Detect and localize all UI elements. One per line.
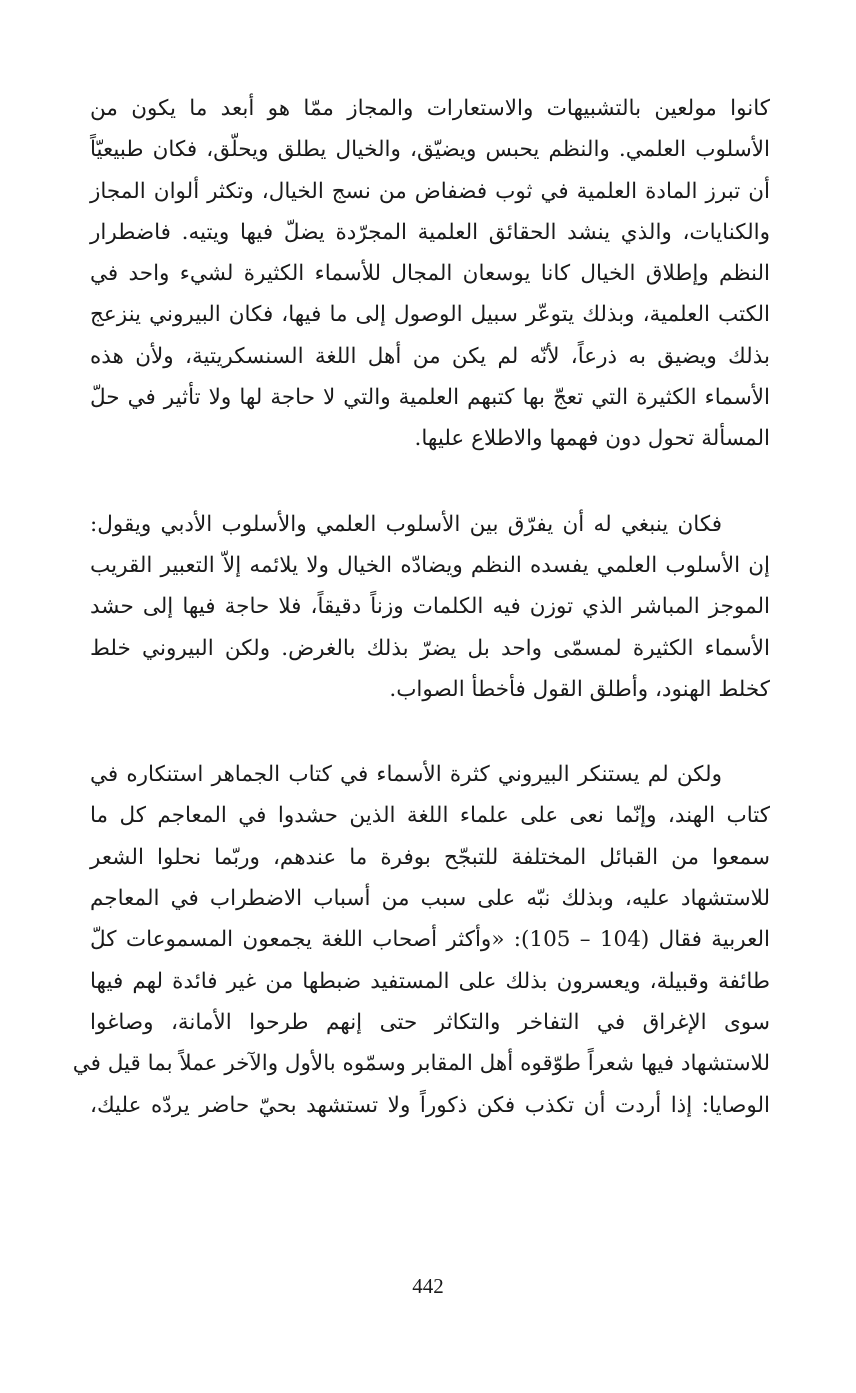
text-line: للاستشهاد عليه، وبذلك نبّه على سبب من أسباب الاضطراب في المعاجم xyxy=(90,886,770,912)
text-line: للاستشهاد فيها شعراً طوّقوه أهل المقابر وسمّوه بالأول والآخر عملاً بما قيل في xyxy=(72,1051,770,1077)
text-line: العربية فقال (104 – 105): «وأكثر أصحاب اللغة يجمعون المسموعات كلّ xyxy=(90,927,771,953)
text-line: المسألة تحول دون فهمها والاطلاع عليها. xyxy=(414,426,770,452)
text-line: طائفة وقبيلة، ويعسرون بذلك على المستفيد ضبطها من غير فائدة لهم فيها xyxy=(90,968,770,994)
text-line: كتاب الهند، وإنّما نعى على علماء اللغة الذين حشدوا في المعاجم كل ما xyxy=(90,803,770,829)
text-line: فكان ينبغي له أن يفرّق بين الأسلوب العلمي والأسلوب الأدبي ويقول: xyxy=(90,511,722,537)
text-line: إن الأسلوب العلمي يفسده النظم ويضادّه الخيال ولا يلائمه إلاّ التعبير القريب xyxy=(90,552,770,578)
text-line: سوى الإغراق في التفاخر والتكاثر حتى إنهم طرحوا الأمانة، وصاغوا xyxy=(90,1009,770,1035)
text-line: الأسماء الكثيرة لمسمّى واحد بل يضرّ بذلك بالغرض. ولكن البيروني خلط xyxy=(90,635,770,661)
text-line: النظم وإطلاق الخيال كانا يوسعان المجال للأسماء الكثيرة لشيء واحد في xyxy=(90,261,770,287)
paragraph-3 xyxy=(72,754,771,1126)
text-line: الكتب العلمية، وبذلك يتوعّر سبيل الوصول إلى ما فيها، فكان البيروني ينزعج xyxy=(90,302,770,328)
paragraph-1 xyxy=(90,88,770,460)
text-line: الموجز المباشر الذي توزن فيه الكلمات وزناً دقيقاً، فلا حاجة فيها إلى حشد xyxy=(90,594,770,620)
paragraph-2 xyxy=(90,504,770,710)
text-line: الوصايا: إذا أردت أن تكذب فكن ذكوراً ولا تستشهد بحيّ حاضر يردّه عليك، xyxy=(90,1092,770,1118)
paragraph-gap xyxy=(90,710,770,754)
text-line: ولكن لم يستنكر البيروني كثرة الأسماء في كتاب الجماهر استنكاره في xyxy=(90,762,722,788)
text-line: الأسماء الكثيرة التي تعجّ بها كتبهم العلمية والتي لا حاجة لها ولا تأثير في حلّ xyxy=(90,385,770,411)
text-line: الأسلوب العلمي. والنظم يحبس ويضيّق، والخيال يطلق ويحلّق، فكان طبيعيّاً xyxy=(90,137,770,163)
text-line: أن تبرز المادة العلمية في ثوب فضفاض من نسج الخيال، وتكثر ألوان المجاز xyxy=(90,178,770,204)
text-line: والكنايات، والذي ينشد الحقائق العلمية المجرّدة يضلّ فيها ويتيه. فاضطرار xyxy=(90,219,770,245)
paragraph-gap xyxy=(90,460,770,504)
text-line: كانوا مولعين بالتشبيهات والاستعارات والمجاز ممّا هو أبعد ما يكون من xyxy=(90,96,770,121)
text-line: سمعوا من القبائل المختلفة للتبجّح بوفرة ما عندهم، وربّما نحلوا الشعر xyxy=(90,844,770,870)
document-page xyxy=(72,88,771,1126)
text-line: كخلط الهنود، وأطلق القول فأخطأ الصواب. xyxy=(389,676,770,702)
page-number: 442 xyxy=(412,1274,444,1298)
text-line: بذلك ويضيق به ذرعاً، لأنّه لم يكن من أهل اللغة السنسكريتية، ولأن هذه xyxy=(90,343,770,369)
